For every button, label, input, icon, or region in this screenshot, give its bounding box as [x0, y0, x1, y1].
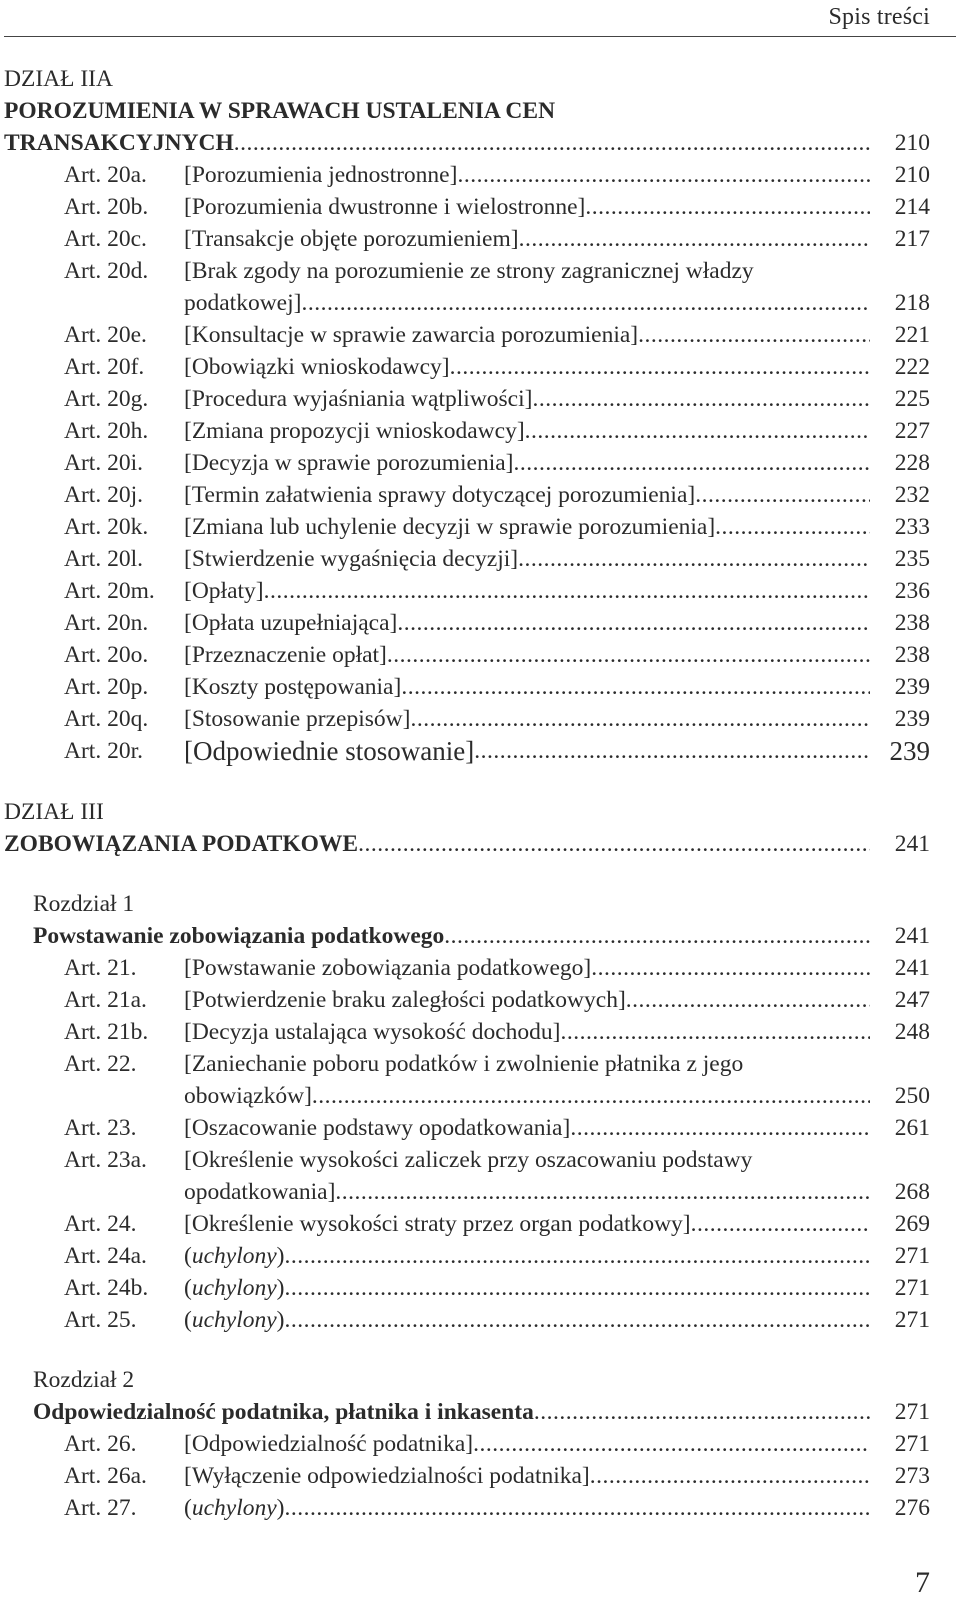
- toc-entry[interactable]: [0, 1460, 960, 1492]
- page-number: 225: [894, 386, 930, 412]
- toc-entry[interactable]: [0, 319, 960, 351]
- toc-entry[interactable]: [0, 511, 960, 543]
- toc-entry[interactable]: [0, 351, 960, 383]
- toc-entry[interactable]: [0, 191, 960, 223]
- page-number: 241: [894, 923, 930, 949]
- article-title: [Termin załatwienia sprawy dotyczącej porozumienia]: [184, 479, 695, 511]
- article-title: [Zmiana propozycji wnioskodawcy]: [184, 415, 525, 447]
- page-number: 235: [894, 546, 930, 572]
- page-number: 239: [889, 736, 930, 766]
- article-number: Art. 24.: [64, 1211, 137, 1237]
- page-number: 210: [894, 162, 930, 188]
- article-number: Art. 21a.: [64, 987, 147, 1013]
- article-title: [Opłata uzupełniająca]: [184, 607, 397, 639]
- article-title: [Stwierdzenie wygaśnięcia decyzji]: [184, 543, 518, 575]
- toc-entry[interactable]: [0, 255, 960, 287]
- page-number: 238: [894, 610, 930, 636]
- toc-entry[interactable]: [0, 159, 960, 191]
- article-title: [Procedura wyjaśniania wątpliwości]: [184, 383, 532, 415]
- page-number: 233: [894, 514, 930, 540]
- toc-entry[interactable]: [0, 639, 960, 671]
- page-number: 217: [894, 226, 930, 252]
- header-rule: [4, 36, 956, 37]
- toc-entry[interactable]: [0, 703, 960, 735]
- page-number: 222: [894, 354, 930, 380]
- article-number: Art. 20m.: [64, 578, 155, 604]
- page-folio: 7: [915, 1566, 930, 1599]
- toc-entry[interactable]: [0, 415, 960, 447]
- page-number: 273: [894, 1463, 930, 1489]
- toc-entry[interactable]: [0, 1240, 960, 1272]
- article-number: Art. 20r.: [64, 738, 143, 764]
- page-number: 238: [894, 642, 930, 668]
- article-number: Art. 26.: [64, 1431, 137, 1457]
- toc-entry-continuation[interactable]: [0, 287, 960, 319]
- article-title: [Obowiązki wnioskodawcy]: [184, 351, 450, 383]
- toc-entry[interactable]: [0, 920, 960, 952]
- article-number: Art. 20g.: [64, 386, 149, 412]
- toc-entry[interactable]: [0, 575, 960, 607]
- page-number: 221: [894, 322, 930, 348]
- article-title: [Określenie wysokości straty przez organ podatkowy]: [184, 1208, 691, 1240]
- article-title: (uchylony): [184, 1492, 284, 1524]
- article-title-continuation: podatkowej]: [184, 287, 301, 319]
- page-number: 214: [894, 194, 930, 220]
- article-title: [Oszacowanie podstawy opodatkowania]: [184, 1112, 570, 1144]
- article-number: Art. 20e.: [64, 322, 147, 348]
- article-number: Art. 20b.: [64, 194, 149, 220]
- article-number: Art. 20i.: [64, 450, 143, 476]
- toc-entry[interactable]: [0, 1016, 960, 1048]
- article-number: Art. 20d.: [64, 258, 149, 284]
- toc-entry[interactable]: [0, 1492, 960, 1524]
- toc-entry[interactable]: [0, 1428, 960, 1460]
- article-number: Art. 27.: [64, 1495, 137, 1521]
- chapter-label: Rozdział 2: [33, 1367, 135, 1393]
- toc-entry[interactable]: [0, 671, 960, 703]
- section-label: DZIAŁ IIA: [4, 66, 113, 92]
- page-number: 271: [894, 1307, 930, 1333]
- article-number: Art. 20l.: [64, 546, 143, 572]
- section-label: DZIAŁ III: [4, 799, 104, 825]
- article-title: [Koszty postępowania]: [184, 671, 401, 703]
- toc-entry[interactable]: [0, 1048, 960, 1080]
- section-title: ZOBOWIĄZANIA PODATKOWE: [4, 828, 358, 860]
- toc-entry[interactable]: [0, 828, 960, 860]
- article-number: Art. 20c.: [64, 226, 147, 252]
- toc-entry[interactable]: [0, 735, 960, 767]
- toc-entry[interactable]: [0, 1208, 960, 1240]
- article-number: Art. 20p.: [64, 674, 149, 700]
- article-title: [Potwierdzenie braku zaległości podatkowych]: [184, 984, 626, 1016]
- article-title: (uchylony): [184, 1240, 284, 1272]
- article-title-continuation: obowiązków]: [184, 1080, 312, 1112]
- page-number: 241: [894, 831, 930, 857]
- toc-entry[interactable]: [0, 223, 960, 255]
- article-number: Art. 24b.: [64, 1275, 149, 1301]
- article-title: [Określenie wysokości zaliczek przy oszacowaniu podstawy: [184, 1147, 753, 1173]
- page-number: 271: [894, 1399, 930, 1425]
- page-number: 271: [894, 1431, 930, 1457]
- article-number: Art. 20h.: [64, 418, 149, 444]
- toc-entry[interactable]: [0, 1112, 960, 1144]
- article-title: (uchylony): [184, 1272, 284, 1304]
- page-number: 271: [894, 1243, 930, 1269]
- article-number: Art. 21b.: [64, 1019, 149, 1045]
- page-number: 232: [894, 482, 930, 508]
- article-title: [Opłaty]: [184, 575, 264, 607]
- article-title: [Stosowanie przepisów]: [184, 703, 410, 735]
- page-number: 269: [894, 1211, 930, 1237]
- page-number: 210: [894, 130, 930, 156]
- article-number: Art. 23a.: [64, 1147, 147, 1173]
- article-number: Art. 23.: [64, 1115, 137, 1141]
- chapter-title: Powstawanie zobowiązania podatkowego: [33, 920, 444, 952]
- chapter-title: Odpowiedzialność podatnika, płatnika i inkasenta: [33, 1396, 534, 1428]
- article-title: [Decyzja w sprawie porozumienia]: [184, 447, 514, 479]
- toc-entry[interactable]: [0, 984, 960, 1016]
- section-title: TRANSAKCYJNYCH: [4, 127, 234, 159]
- table-of-contents: [0, 63, 960, 1524]
- running-header: Spis treści: [828, 4, 930, 30]
- toc-entry[interactable]: [0, 1396, 960, 1428]
- page-number: 241: [894, 955, 930, 981]
- page-number: 261: [894, 1115, 930, 1141]
- article-number: Art. 20j.: [64, 482, 143, 508]
- toc-entry[interactable]: [0, 479, 960, 511]
- article-number: Art. 20n.: [64, 610, 149, 636]
- article-title: [Powstawanie zobowiązania podatkowego]: [184, 952, 591, 984]
- page-number: 239: [894, 706, 930, 732]
- article-title: [Zmiana lub uchylenie decyzji w sprawie porozumienia]: [184, 511, 715, 543]
- article-number: Art. 20f.: [64, 354, 145, 380]
- toc-entry[interactable]: [0, 1304, 960, 1336]
- page-number: 248: [894, 1019, 930, 1045]
- article-number: Art. 20k.: [64, 514, 149, 540]
- article-title: [Odpowiedzialność podatnika]: [184, 1428, 473, 1460]
- article-title: [Konsultacje w sprawie zawarcia porozumienia]: [184, 319, 638, 351]
- article-title: [Przeznaczenie opłat]: [184, 639, 387, 671]
- article-number: Art. 20a.: [64, 162, 147, 188]
- toc-entry[interactable]: [0, 447, 960, 479]
- article-number: Art. 21.: [64, 955, 137, 981]
- article-title: [Porozumienia dwustronne i wielostronne]: [184, 191, 585, 223]
- page-number: 228: [894, 450, 930, 476]
- toc-entry-continuation[interactable]: [0, 1080, 960, 1112]
- article-number: Art. 25.: [64, 1307, 137, 1333]
- article-title: [Wyłączenie odpowiedzialności podatnika]: [184, 1460, 590, 1492]
- article-title: [Transakcje objęte porozumieniem]: [184, 223, 519, 255]
- toc-entry[interactable]: [0, 952, 960, 984]
- article-number: Art. 24a.: [64, 1243, 147, 1269]
- article-number: Art. 20q.: [64, 706, 149, 732]
- page-number: 227: [894, 418, 930, 444]
- page-number: 218: [894, 290, 930, 316]
- toc-entry[interactable]: [0, 543, 960, 575]
- article-number: Art. 26a.: [64, 1463, 147, 1489]
- article-title: [Brak zgody na porozumienie ze strony zagranicznej władzy: [184, 258, 754, 284]
- toc-entry-continuation[interactable]: [0, 1176, 960, 1208]
- toc-entry[interactable]: [0, 383, 960, 415]
- article-title: [Decyzja ustalająca wysokość dochodu]: [184, 1016, 561, 1048]
- article-title-continuation: opodatkowania]: [184, 1176, 335, 1208]
- page-number: 236: [894, 578, 930, 604]
- section-title: POROZUMIENIA W SPRAWACH USTALENIA CEN: [4, 98, 556, 124]
- page-number: 276: [894, 1495, 930, 1521]
- page-number: 247: [894, 987, 930, 1013]
- article-title: (uchylony): [184, 1304, 284, 1336]
- page-number: 239: [894, 674, 930, 700]
- chapter-label: Rozdział 1: [33, 891, 135, 917]
- toc-entry[interactable]: [0, 1144, 960, 1176]
- toc-entry[interactable]: [0, 127, 960, 159]
- page-number: 268: [894, 1179, 930, 1205]
- article-title: [Zaniechanie poboru podatków i zwolnienie płatnika z jego: [184, 1051, 744, 1077]
- toc-entry[interactable]: [0, 607, 960, 639]
- article-number: Art. 22.: [64, 1051, 137, 1077]
- article-number: Art. 20o.: [64, 642, 149, 668]
- page-number: 250: [894, 1083, 930, 1109]
- page-number: 271: [894, 1275, 930, 1301]
- toc-entry[interactable]: [0, 1272, 960, 1304]
- article-title: [Odpowiednie stosowanie]: [184, 736, 475, 766]
- article-title: [Porozumienia jednostronne]: [184, 159, 457, 191]
